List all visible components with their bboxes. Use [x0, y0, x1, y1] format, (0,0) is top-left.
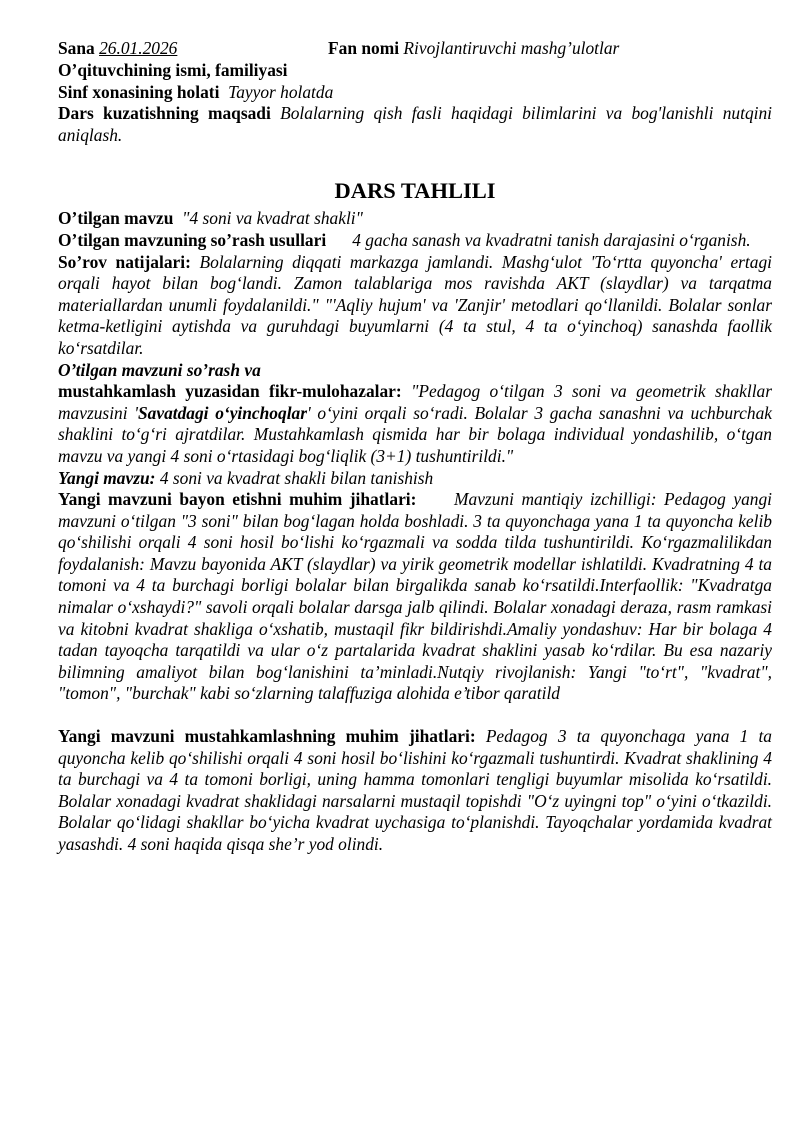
date-label: Sana [58, 38, 95, 58]
review-feedback-game-name: Savatdagi o‘yinchoqlar [137, 402, 307, 423]
review-heading [58, 360, 772, 382]
past-topic [58, 208, 772, 230]
explain-aspects-value: Mavzuni mantiqiy izchilligi: Pedagog yangi mavzuni o‘tilgan "3 soni" bilan bog‘lagan holda boshladi. 3 ta quyonchaga yana 1 ta quyoncha kelib qo‘shilishi orqali 4 soni hosil bo‘lishi ko‘rgazmali va sodda tilda tushuntirildi. Ko‘rgazmalilikdan foydalanish: Mavzu bayonida AKT (slaydlar) va yirik geometrik modellar ishlatildi. Kvadratning 4 ta tomoni va 4 ta burchagi borligi bolalar bilan birgalikda sanab ko‘rsatildi.Interfaollik: "Kvadratga nimalar o‘xshaydi?" savoli orqali bolalar darsga jalb qilindi. Bolalar xonadagi deraza, rasm ramkasi va kitobni kvadrat shakliga o‘xshatib, mustaqil fikr bildirishdi.Amaliy yondashuv: Har bir bolaga 4 tadan tayoqcha tarqatildi va ular o‘z partalarida kvadrat shaklini yasab ko‘rdilar. Bu esa nazariy bilimning amaliyot bilan bog‘lanishini ta’minladi.Nutqiy rivojlanish: Yangi "to‘rt", "kvadrat", "tomon", "burchak" kabi so‘zlarning talaffuziga alohida e’tibor qaratild [58, 489, 772, 704]
page-title: DARS TAHLILI [334, 178, 496, 204]
past-topic-value: "4 soni va kvadrat shakli" [182, 208, 363, 229]
paragraph-gap [58, 705, 772, 726]
explain-aspects-label: Yangi mavzuni bayon etishni muhim jihatlari: [58, 489, 417, 510]
reinforce-aspects-label: Yangi mavzuni mustahkamlashning muhim jihatlari: [58, 726, 476, 747]
review-feedback-label: mustahkamlash yuzasidan fikr-mulohazalar: [58, 381, 402, 402]
review-feedback [58, 381, 772, 467]
date-subject-row [58, 38, 772, 60]
survey-results [58, 252, 772, 360]
past-topic-label: O’tilgan mavzu [58, 208, 174, 229]
review-feedback-text-2: ' o‘yini orqali so‘radi. Bolalar 3 gacha sanashni va uchburchak shaklini to‘g‘ri ajratdilar. Mustahkamlash qismida har bir bolaga individual yondashilib, o‘tgan mavzu va yangi 4 soni o‘rtasidagi bog‘liqlik (3+1) tushuntirildi." [58, 402, 772, 466]
document-page [58, 38, 772, 856]
new-topic-value: 4 soni va kvadrat shakli bilan tanishish [159, 467, 434, 488]
observation-goal [58, 103, 772, 146]
observation-goal-label: Dars kuzatishning maqsadi [58, 103, 271, 124]
observation-goal-value: Bolalarning qish fasli haqidagi bilimlarini va bog'lanishli nutqini aniqlash. [58, 103, 772, 145]
class-state-value: Tayyor holatda [228, 81, 334, 102]
subject-value: Rivojlantiruvchi mashg’ulotlar [403, 38, 620, 58]
subject-label: Fan nomi [328, 38, 400, 58]
date-value: 26.01.2026 [99, 38, 178, 58]
subject-line [328, 38, 619, 60]
ask-methods-value: 4 gacha sanash va kvadratni tanish darajasini o‘rganish. [352, 229, 751, 250]
ask-methods-label: O’tilgan mavzuning so’rash usullari [58, 229, 327, 250]
reinforce-aspects-value: Pedagog 3 ta quyonchaga yana 1 ta quyoncha kelib qo‘shilishi orqali 4 soni hosil bo‘lishini ko‘rgazmali tushuntirdi. Kvadrat shaklining 4 ta burchagi va 4 ta tomoni borligi, uning hamma tomonlari tengligi buyumlar misolida ko‘rsatildi. Bolalar xonadagi kvadrat shaklidagi narsalarni mustaqil topishdi "O‘z uyingni top" o‘yini o‘tkazildi. Bolalar qo‘lidagi shakllar bo‘yicha kvadrat uychasiga to‘planishdi. Tayoqchalar yordamida kvadrat yasashdi. 4 soni haqida qisqa she’r yod olindi. [58, 726, 772, 854]
survey-results-value: Bolalarning diqqati markazga jamlandi. Mashg‘ulot 'To‘rtta quyoncha' ertagi orqali hayot bilan bog‘landi. Zamon talablariga mos ravishda AKT (slaydlar) va tarqatma materiallardan unumli foydalanildi." "'Aqliy hujum' va 'Zanjir' metodlari qo‘llanildi. Bolalar sonlar ketma-ketligini aytishda va guruhdagi buyumlarni (4 ta stul, 4 ta o‘yinchoq) sanashda faollik ko‘rsatdilar. [58, 251, 772, 358]
teacher-line [58, 60, 772, 82]
survey-results-label: So’rov natijalari: [58, 251, 191, 272]
teacher-label: O’qituvchining ismi, familiyasi [58, 60, 288, 80]
review-heading-label: O’tilgan mavzuni so’rash va [58, 359, 261, 380]
review-feedback-text-1: "Pedagog o‘tilgan 3 soni va geometrik shakllar mavzusini ' [58, 381, 772, 423]
class-state-line [58, 82, 772, 104]
explain-aspects [58, 489, 772, 705]
new-topic-label: Yangi mavzu: [58, 467, 156, 488]
reinforce-aspects [58, 726, 772, 856]
class-state-label: Sinf xonasining holati [58, 81, 220, 102]
new-topic [58, 468, 772, 490]
date-line [58, 38, 177, 58]
ask-methods [58, 230, 772, 252]
